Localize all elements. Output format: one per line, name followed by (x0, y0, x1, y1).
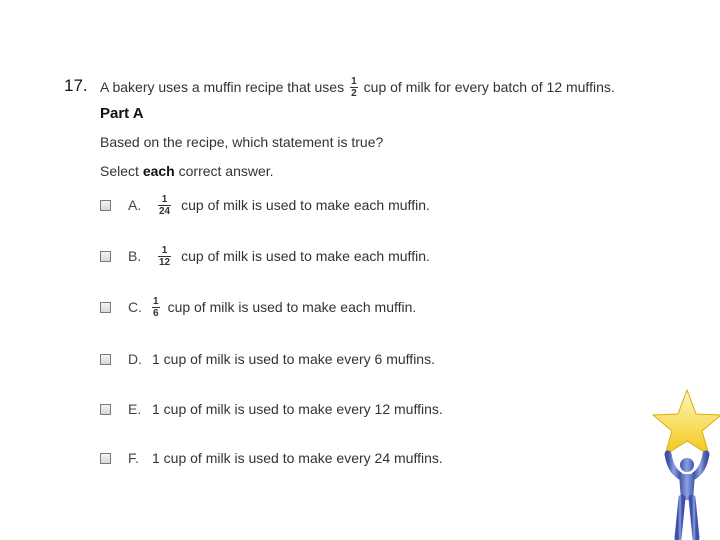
stem-text-after: cup of milk for every batch of 12 muffins. (363, 79, 615, 95)
option-text: cup of milk is used to make each muffin. (181, 197, 430, 213)
option-text: 1 cup of milk is used to make every 24 muffins. (152, 450, 443, 466)
question-stem (100, 70, 615, 104)
fraction-numerator: 1 (153, 295, 159, 307)
option-letter: E. (128, 401, 142, 417)
option-text: cup of milk is used to make each muffin. (167, 299, 417, 315)
option-fraction (152, 296, 160, 319)
question-prompt: Based on the recipe, which statement is true? (100, 134, 384, 150)
fraction-denominator: 6 (153, 307, 159, 319)
fraction-numerator: 1 (351, 75, 357, 87)
part-label: Part A (100, 105, 144, 122)
option-letter: A. (128, 197, 142, 213)
option-text: 1 cup of milk is used to make every 6 muffins. (152, 351, 435, 367)
option-fraction (158, 245, 171, 268)
option-letter: B. (128, 248, 142, 264)
fraction-denominator: 24 (159, 205, 171, 217)
answer-option-d[interactable] (100, 342, 435, 376)
option-text: cup of milk is used to make each muffin. (181, 248, 430, 264)
instruction-before: Select (100, 163, 139, 179)
option-letter: D. (128, 351, 142, 367)
instruction-bold: each (142, 163, 175, 179)
figure-right-arm (694, 454, 706, 476)
option-c-checkbox[interactable] (100, 302, 111, 313)
figure-left-arm (668, 454, 680, 476)
option-a-checkbox[interactable] (100, 200, 111, 211)
option-text: 1 cup of milk is used to make every 12 muffins. (152, 401, 443, 417)
option-letter: F. (128, 450, 139, 466)
stem-text-before: A bakery uses a muffin recipe that uses (100, 79, 345, 95)
instruction-after: correct answer. (178, 163, 274, 179)
fraction-numerator: 1 (161, 244, 168, 256)
fraction-denominator: 2 (351, 87, 357, 99)
answer-option-b[interactable] (100, 239, 430, 273)
option-f-checkbox[interactable] (100, 453, 111, 464)
figure-right-leg (692, 498, 696, 538)
stem-fraction (350, 76, 358, 99)
option-b-checkbox[interactable] (100, 251, 111, 262)
person-holding-star-icon (652, 388, 720, 540)
option-letter: C. (128, 299, 142, 315)
figure-head (680, 458, 694, 472)
option-d-checkbox[interactable] (100, 354, 111, 365)
star-shape (653, 390, 720, 455)
answer-option-e[interactable] (100, 392, 443, 426)
option-fraction (158, 194, 171, 217)
option-e-checkbox[interactable] (100, 404, 111, 415)
answer-option-c[interactable] (100, 290, 416, 324)
answer-instruction (100, 163, 274, 179)
fraction-numerator: 1 (161, 193, 168, 205)
answer-option-a[interactable] (100, 188, 430, 222)
answer-option-f[interactable] (100, 441, 443, 475)
fraction-denominator: 12 (159, 256, 171, 268)
question-number: 17. (64, 76, 88, 95)
figure-left-leg (678, 498, 682, 538)
